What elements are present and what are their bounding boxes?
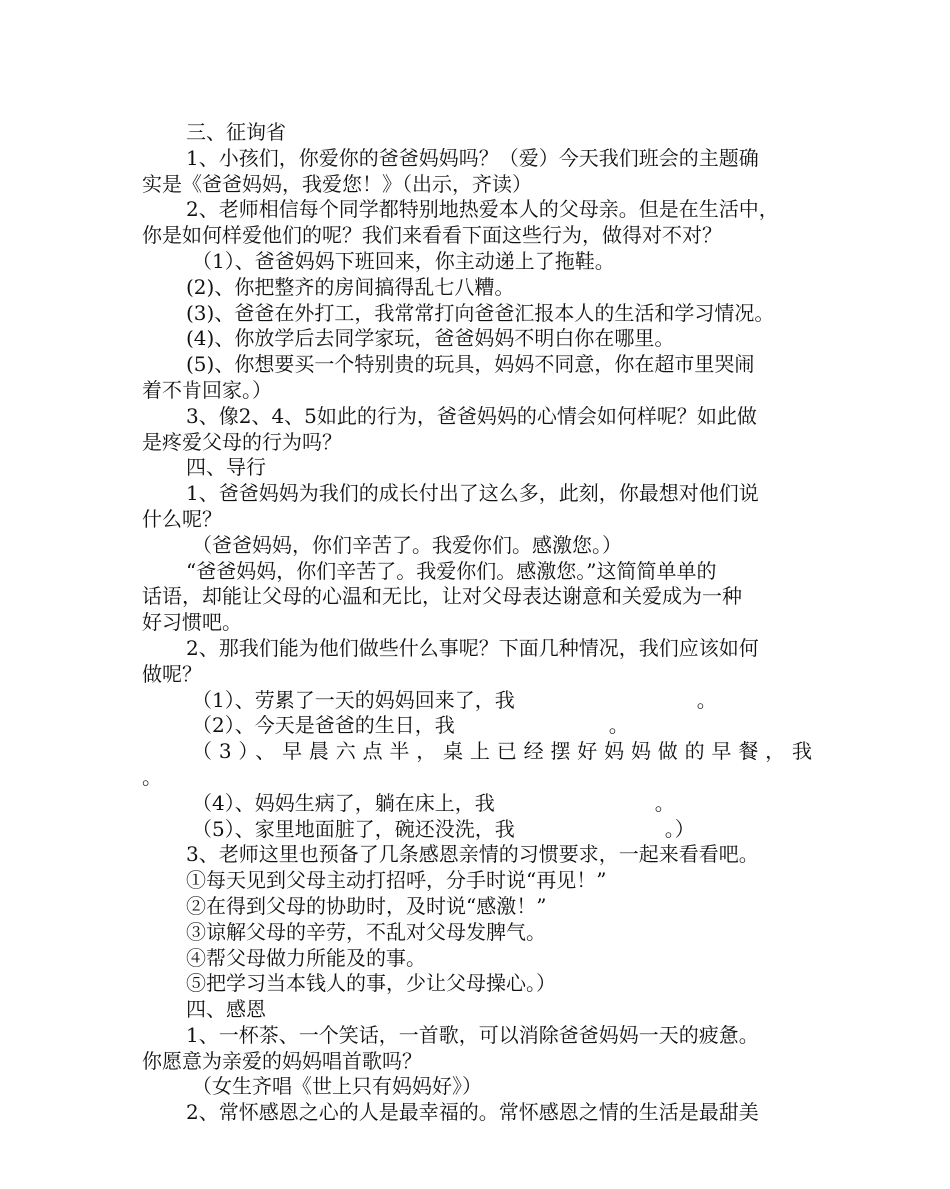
fill-in-prompt: （4）、妈妈生病了，躺在床上，我 [192,790,495,815]
fill-in-prompt: （1）、劳累了一天的妈妈回来了，我 [192,687,515,712]
fill-in-end: 。） [664,816,695,841]
fill-in-item [142,817,812,843]
text-line: （女生齐唱《世上只有妈妈好》） [192,1074,482,1099]
text-line: 你愿意为亲爱的妈妈唱首歌吗？ [142,1048,422,1073]
habit-item: ⑤把学习当本钱人的事，少让父母操心。） [186,971,556,996]
fill-in-item [142,791,812,817]
fill-in-item: （3）、早晨六点半，桌上已经摆好妈妈做的早餐，我 [192,739,812,764]
text-line: 1、一杯茶、一个笑话，一首歌，可以消除爸爸妈妈一天的疲惫。 [186,1022,759,1047]
habit-item: ③谅解父母的辛劳，不乱对父母发脾气。 [186,919,546,944]
text-line: 做呢？ [142,661,202,686]
section-heading: 三、征询省 [186,120,286,144]
list-item: (5)、你想要买一个特别贵的玩具，妈妈不同意，你在超市里哭闹 [186,352,755,377]
habit-item: ②在得到父母的协助时，及时说“感激！” [186,893,547,918]
text-line: （爸爸妈妈，你们辛苦了。我爱你们。感激您。） [192,532,622,557]
text-line: 好习惯吧。 [142,610,242,635]
list-item: (2)、你把整齐的房间搞得乱七八糟。 [186,274,515,299]
list-item: (4)、你放学后去同学家玩，爸爸妈妈不明白你在哪里。 [186,326,675,351]
text-line: 1、小孩们，你爱你的爸爸妈妈吗？（爱）今天我们班会的主题确 [186,145,759,170]
fill-in-end: 。 [142,764,162,789]
text-line: 什么呢？ [142,506,222,531]
list-item: (3)、爸爸在外打工，我常常打向爸爸汇报本人的生活和学习情况。 [186,300,775,325]
text-line: 3、像2、4、5如此的行为，爸爸妈妈的心情会如何样呢？如此做 [186,403,757,428]
section-heading: 四、感恩 [186,997,266,1022]
text-line: 实是《爸爸妈妈，我爱您！》（出示，齐读） [142,171,532,196]
habit-item: ①每天见到父母主动打招呼，分手时说“再见！” [186,868,607,893]
fill-in-prompt: （2）、今天是爸爸的生日，我 [192,713,455,738]
fill-in-end: 。 [696,687,717,712]
document-body [142,120,812,1126]
text-line: 3、老师这里也预备了几条感恩亲情的习惯要求，一起来看看吧。 [186,842,759,867]
text-line: 2、常怀感恩之心的人是最幸福的。常怀感恩之情的生活是最甜美 [186,1100,759,1125]
text-line: 着不肯回家。） [142,377,272,402]
text-line: 你是如何样爱他们的呢？我们来看看下面这些行为，做得对不对？ [142,223,722,248]
fill-in-prompt: （5）、家里地面脏了，碗还没洗，我 [192,816,515,841]
text-line: 话语，却能让父母的心温和无比，让对父母表达谢意和关爱成为一种 [142,584,742,609]
fill-in-item [142,688,812,714]
text-line: 2、那我们能为他们做些什么事呢？下面几种情况，我们应该如何 [186,635,759,660]
fill-in-item [142,713,812,739]
habit-item: ④帮父母做力所能及的事。 [186,945,426,970]
text-line: 是疼爱父母的行为吗？ [142,429,342,454]
text-line: 2、老师相信每个同学都特别地热爱本人的父母亲。但是在生活中， [186,197,779,222]
text-line: “爸爸妈妈，你们辛苦了。我爱你们。感激您。”这简简单单的 [186,558,717,583]
fill-in-end: 。 [608,713,629,738]
text-line: 1、爸爸妈妈为我们的成长付出了这么多，此刻，你最想对他们说 [186,481,759,506]
fill-in-end: 。 [654,790,675,815]
section-heading: 四、导行 [186,455,266,480]
list-item: （1）、爸爸妈妈下班回来，你主动递上了拖鞋。 [192,248,615,273]
